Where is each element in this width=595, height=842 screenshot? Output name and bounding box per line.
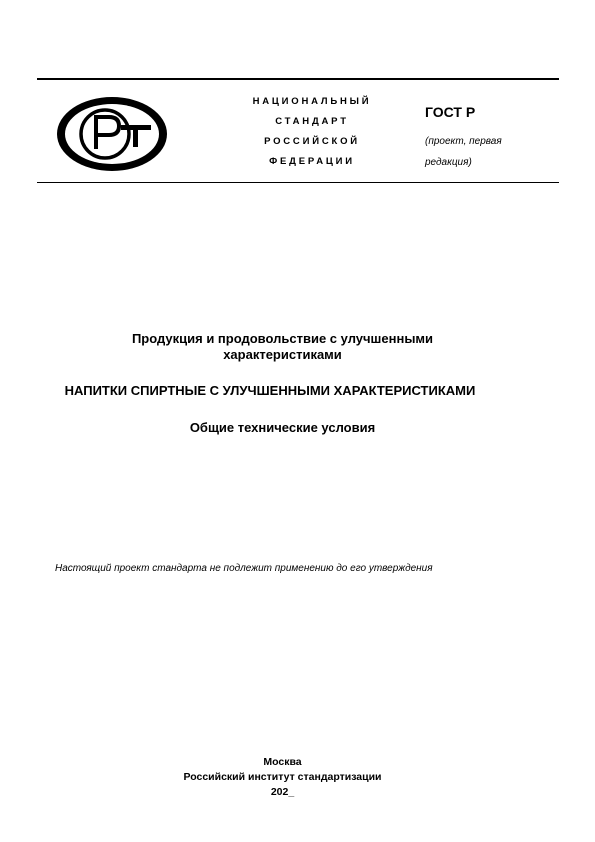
- footer-city: Москва: [263, 756, 302, 768]
- national-line-3: РОССИЙСКОЙ: [264, 136, 360, 147]
- header-top-rule: [37, 78, 559, 80]
- draft-line-1: (проект, первая: [425, 136, 502, 147]
- national-line-1: НАЦИОНАЛЬНЫЙ: [252, 96, 372, 107]
- document-title-main: [0, 331, 565, 363]
- national-line-4: ФЕДЕРАЦИИ: [269, 156, 355, 167]
- title-line-1b: характеристиками: [223, 347, 342, 362]
- national-standard-label: [222, 92, 402, 172]
- footer-year: 202_: [270, 786, 295, 798]
- draft-edition-note: [425, 131, 502, 173]
- header-bottom-rule: [37, 182, 559, 183]
- draft-line-2: редакция): [425, 157, 472, 168]
- footer-publisher: Российский институт стандартизации: [183, 771, 382, 783]
- title-line-1a: Продукция и продовольствие с улучшенными: [131, 331, 434, 346]
- document-title-product: НАПИТКИ СПИРТНЫЕ С УЛУЧШЕННЫМИ ХАРАКТЕРИСТИКАМИ: [64, 383, 476, 398]
- rst-logo-icon: [55, 95, 169, 173]
- draft-disclaimer: Настоящий проект стандарта не подлежит применению до его утверждения: [55, 563, 433, 574]
- document-title-subtitle: Общие технические условия: [189, 420, 376, 435]
- standard-code: ГОСТ Р: [425, 104, 476, 120]
- national-line-2: СТАНДАРТ: [275, 116, 349, 127]
